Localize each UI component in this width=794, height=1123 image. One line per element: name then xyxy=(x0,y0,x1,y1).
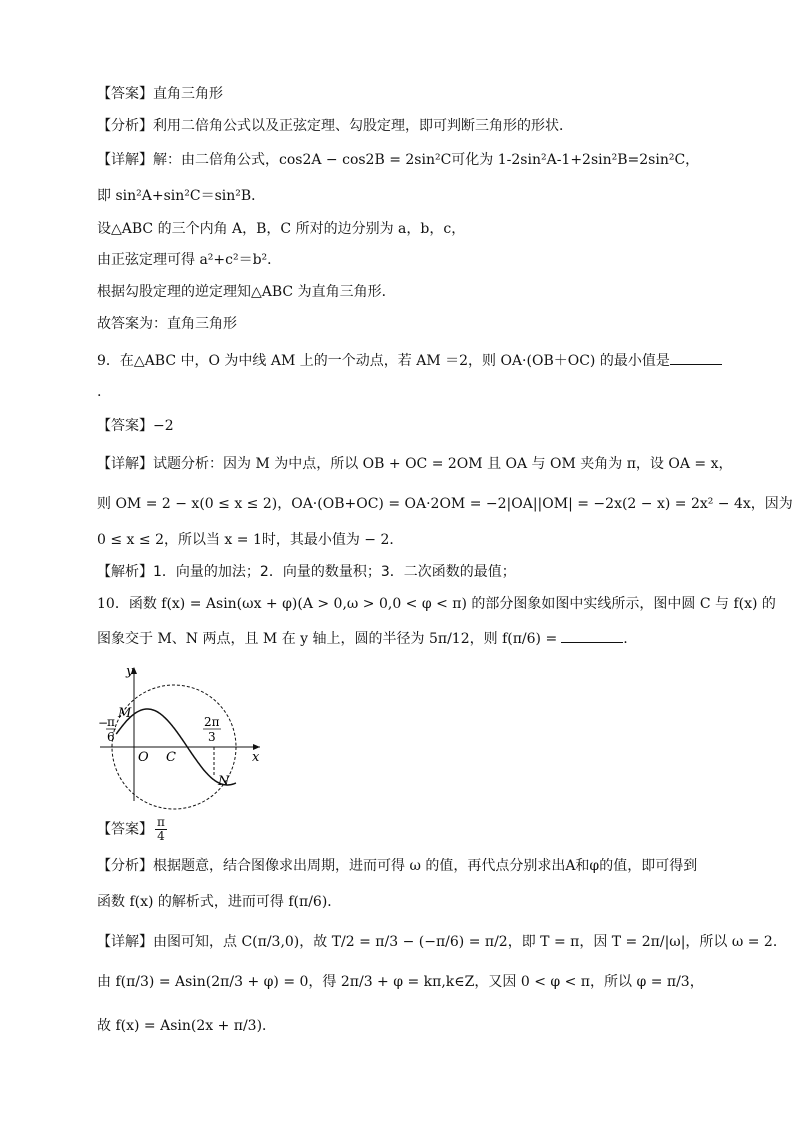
p8-analysis-line xyxy=(97,116,573,136)
p8-answer-line xyxy=(97,84,223,104)
q9-stem-text: 9．在△ABC 中，O 为中线 AM 上的一个动点，若 AM ＝2，则 OA·(OB＋OC) 的最小值是 xyxy=(97,353,670,369)
label-neg-pi-den: 6 xyxy=(107,730,115,744)
detail-tag: 【详解】 xyxy=(97,456,153,472)
detail-tag: 【详解】 xyxy=(97,934,153,950)
answer-fraction xyxy=(155,816,167,843)
p8-detail-line-2: 即 sin²A+sin²C＝sin²B． xyxy=(97,188,266,204)
detail-text: 由图可知，点 C(π/3,0)，故 T/2 = π/3 − (−π/6) = π/2，即 T = π，因 T = 2π/|ω|，所以 ω = 2． xyxy=(153,934,787,950)
function-graph-figure xyxy=(100,663,270,803)
label-neg-sign: − xyxy=(98,716,109,730)
answer-tag: 【答案】 xyxy=(97,86,153,102)
p8-detail-line-6: 故答案为：直角三角形 xyxy=(97,316,237,332)
jiexi-tag: 【解析】 xyxy=(97,564,153,580)
analysis-tag: 【分析】 xyxy=(97,858,153,874)
answer-den: 4 xyxy=(157,829,165,843)
p8-detail-line-1 xyxy=(97,150,699,170)
label-2pi-den: 3 xyxy=(208,730,216,744)
q10-analysis-line-2: 函数 f(x) 的解析式，进而可得 f(π/6)． xyxy=(97,894,342,910)
q9-answer-line xyxy=(97,416,174,436)
label-y: y xyxy=(126,664,134,679)
q10-answer-line xyxy=(97,816,169,843)
label-c: C xyxy=(166,750,176,765)
answer-tag: 【答案】 xyxy=(97,418,153,434)
label-n: N xyxy=(218,774,230,789)
q9-stem-end: . xyxy=(97,384,102,400)
label-x: x xyxy=(252,750,260,765)
p8-detail-line-5: 根据勾股定理的逆定理知△ABC 为直角三角形． xyxy=(97,284,396,300)
answer-num: π xyxy=(157,815,165,829)
p8-detail-line-3: 设△ABC 的三个内角 A，B，C 所对的边分别为 a，b，c， xyxy=(97,221,466,237)
answer-text: −2 xyxy=(153,418,174,434)
q10-stem-line-1: 10．函数 f(x) = Asin(ωx + φ)(A > 0,ω > 0,0 < φ < π) 的部分图象如图中实线所示，图中圆 C 与 f(x) 的 xyxy=(97,596,776,612)
q10-detail-line-3: 故 f(x) = Asin(2x + π/3)． xyxy=(97,1018,277,1034)
q10-detail-line-2: 由 f(π/3) = Asin(2π/3 + φ) = 0，得 2π/3 + φ = kπ,k∈Z，又因 0 < φ < π，所以 φ = π/3， xyxy=(97,974,704,990)
analysis-tag: 【分析】 xyxy=(97,118,153,134)
analysis-text: 利用二倍角公式以及正弦定理、勾股定理，即可判断三角形的形状． xyxy=(153,118,573,134)
label-o: O xyxy=(138,750,149,765)
detail-tag: 【详解】 xyxy=(97,152,153,168)
answer-blank xyxy=(670,350,722,365)
answer-text: 直角三角形 xyxy=(153,86,223,102)
label-m: M xyxy=(118,706,132,721)
q10-stem-line-2: 图象交于 M、N 两点，且 M 在 y 轴上，圆的半径为 5π/12，则 f(π/6) = . xyxy=(97,628,628,649)
q9-detail-line-1 xyxy=(97,454,733,474)
analysis-text: 根据题意，结合图像求出周期，进而可得 ω 的值，再代点分别求出A和φ的值，即可得到 xyxy=(153,858,698,874)
q9-stem xyxy=(97,350,722,371)
q9-jiexi-line xyxy=(97,562,516,582)
jiexi-text: 1．向量的加法；2．向量的数量积；3．二次函数的最值； xyxy=(153,564,516,580)
q10-detail-line-1 xyxy=(97,932,787,952)
q10-analysis-line-1 xyxy=(97,856,697,876)
answer-blank xyxy=(561,628,623,643)
detail-text: 解：由二倍角公式，cos2A − cos2B = 2sin²C可化为 1-2sin²A-1+2sin²B=2sin²C， xyxy=(153,152,700,168)
label-neg-pi-num: π xyxy=(107,715,115,729)
answer-tag: 【答案】 xyxy=(97,821,153,838)
p8-detail-line-4: 由正弦定理可得 a²+c²＝b²． xyxy=(97,252,282,268)
q10-stem-text: 图象交于 M、N 两点，且 M 在 y 轴上，圆的半径为 5π/12，则 f(π/6) = xyxy=(97,631,558,647)
q9-detail-line-2: 则 OM = 2 − x(0 ≤ x ≤ 2)，OA·(OB+OC) = OA·2OM = −2|OA||OM| = −2x(2 − x) = 2x² − 4x，因为 xyxy=(97,496,793,512)
detail-text: 试题分析：因为 M 为中点，所以 OB + OC = 2OM 且 OA 与 OM 夹角为 π，设 OA = x， xyxy=(153,456,733,472)
q9-detail-line-3: 0 ≤ x ≤ 2，所以当 x = 1时，其最小值为 − 2． xyxy=(97,532,404,548)
label-2pi-num: 2π xyxy=(204,715,220,729)
